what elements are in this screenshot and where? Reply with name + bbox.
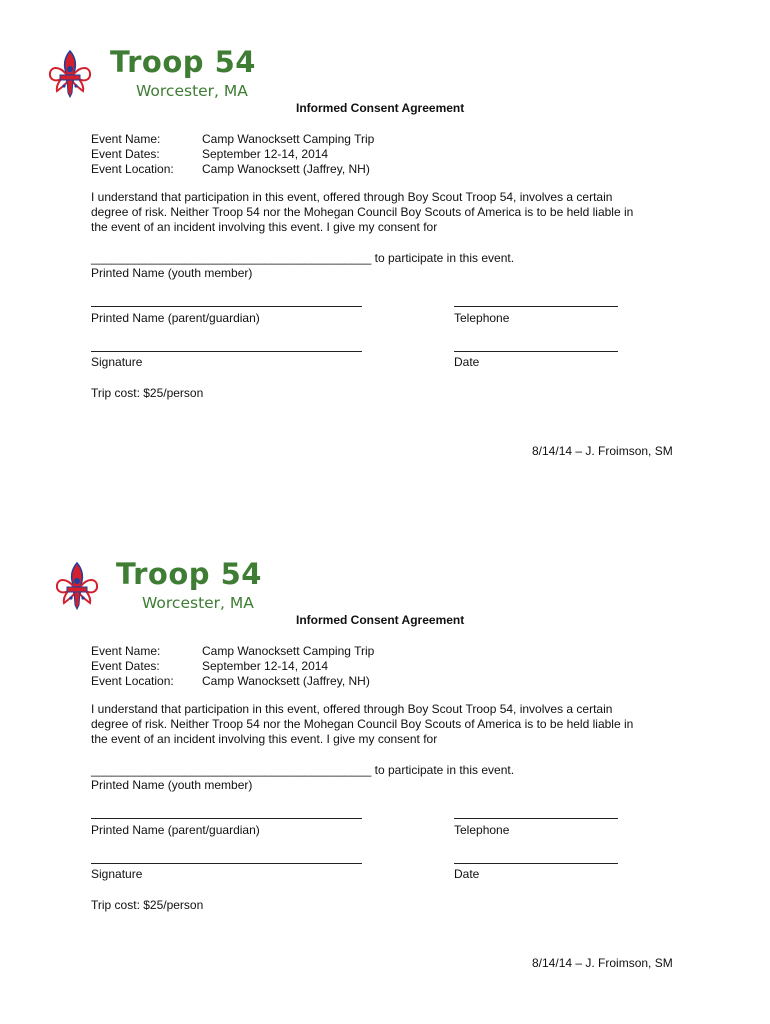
event-location-value: Camp Wanocksett (Jaffrey, NH) xyxy=(202,162,370,176)
event-dates-value: September 12-14, 2014 xyxy=(202,147,329,161)
printed-name-parent-label: Printed Name (parent/guardian) xyxy=(91,311,260,325)
printed-name-parent-label: Printed Name (parent/guardian) xyxy=(91,823,260,837)
footer-signoff: 8/14/14 – J. Froimson, SM xyxy=(532,956,673,970)
consent-paragraph xyxy=(91,190,671,235)
troop-logo-title: Troop 54 xyxy=(110,45,256,79)
form-title: Informed Consent Agreement xyxy=(296,101,465,115)
telephone-line[interactable] xyxy=(454,818,618,819)
troop-logo-title: Troop 54 xyxy=(116,557,262,591)
date-label: Date xyxy=(454,355,480,369)
event-dates-label: Event Dates: xyxy=(91,147,160,161)
consent-paragraph xyxy=(91,702,671,747)
parent-name-line[interactable] xyxy=(91,818,362,819)
event-dates-value: September 12-14, 2014 xyxy=(202,659,329,673)
event-name-label: Event Name: xyxy=(91,132,161,146)
event-name-label: Event Name: xyxy=(91,644,161,658)
fleur-de-lis-icon xyxy=(47,49,93,99)
troop-logo-subtitle: Worcester, MA xyxy=(142,594,254,612)
consent-paragraph-line: degree of risk. Neither Troop 54 nor the Mohegan Council Boy Scouts of America is to be held liable in xyxy=(91,717,634,731)
event-location-value: Camp Wanocksett (Jaffrey, NH) xyxy=(202,674,370,688)
event-name-value: Camp Wanocksett Camping Trip xyxy=(202,132,375,146)
signature-line[interactable] xyxy=(91,863,362,864)
trip-cost: Trip cost: $25/person xyxy=(91,386,204,400)
footer-signoff: 8/14/14 – J. Froimson, SM xyxy=(532,444,673,458)
event-name-value: Camp Wanocksett Camping Trip xyxy=(202,644,375,658)
signature-label: Signature xyxy=(91,867,143,881)
troop-logo-subtitle: Worcester, MA xyxy=(136,82,248,100)
date-line[interactable] xyxy=(454,351,618,352)
consent-form-bottom xyxy=(0,512,770,1024)
parent-name-line[interactable] xyxy=(91,306,362,307)
signature-label: Signature xyxy=(91,355,143,369)
signature-line[interactable] xyxy=(91,351,362,352)
event-dates-label: Event Dates: xyxy=(91,659,160,673)
telephone-label: Telephone xyxy=(454,823,510,837)
trip-cost: Trip cost: $25/person xyxy=(91,898,204,912)
printed-name-youth-label: Printed Name (youth member) xyxy=(91,266,253,280)
event-location-label: Event Location: xyxy=(91,674,174,688)
consent-paragraph-line: I understand that participation in this event, offered through Boy Scout Troop 54, involves a certain xyxy=(91,702,613,716)
event-location-label: Event Location: xyxy=(91,162,174,176)
date-line[interactable] xyxy=(454,863,618,864)
printed-name-youth-label: Printed Name (youth member) xyxy=(91,778,253,792)
fleur-de-lis-icon xyxy=(54,561,100,611)
consent-paragraph-line: the event of an incident involving this event. I give my consent for xyxy=(91,732,438,746)
telephone-line[interactable] xyxy=(454,306,618,307)
consent-paragraph-line: degree of risk. Neither Troop 54 nor the Mohegan Council Boy Scouts of America is to be held liable in xyxy=(91,205,634,219)
telephone-label: Telephone xyxy=(454,311,510,325)
date-label: Date xyxy=(454,867,480,881)
consent-paragraph-line: the event of an incident involving this event. I give my consent for xyxy=(91,220,438,234)
youth-name-blank[interactable]: __________________________________________ to participate in this event. xyxy=(91,251,515,265)
youth-name-blank[interactable]: __________________________________________ to participate in this event. xyxy=(91,763,515,777)
form-title: Informed Consent Agreement xyxy=(296,613,465,627)
consent-paragraph-line: I understand that participation in this event, offered through Boy Scout Troop 54, involves a certain xyxy=(91,190,613,204)
